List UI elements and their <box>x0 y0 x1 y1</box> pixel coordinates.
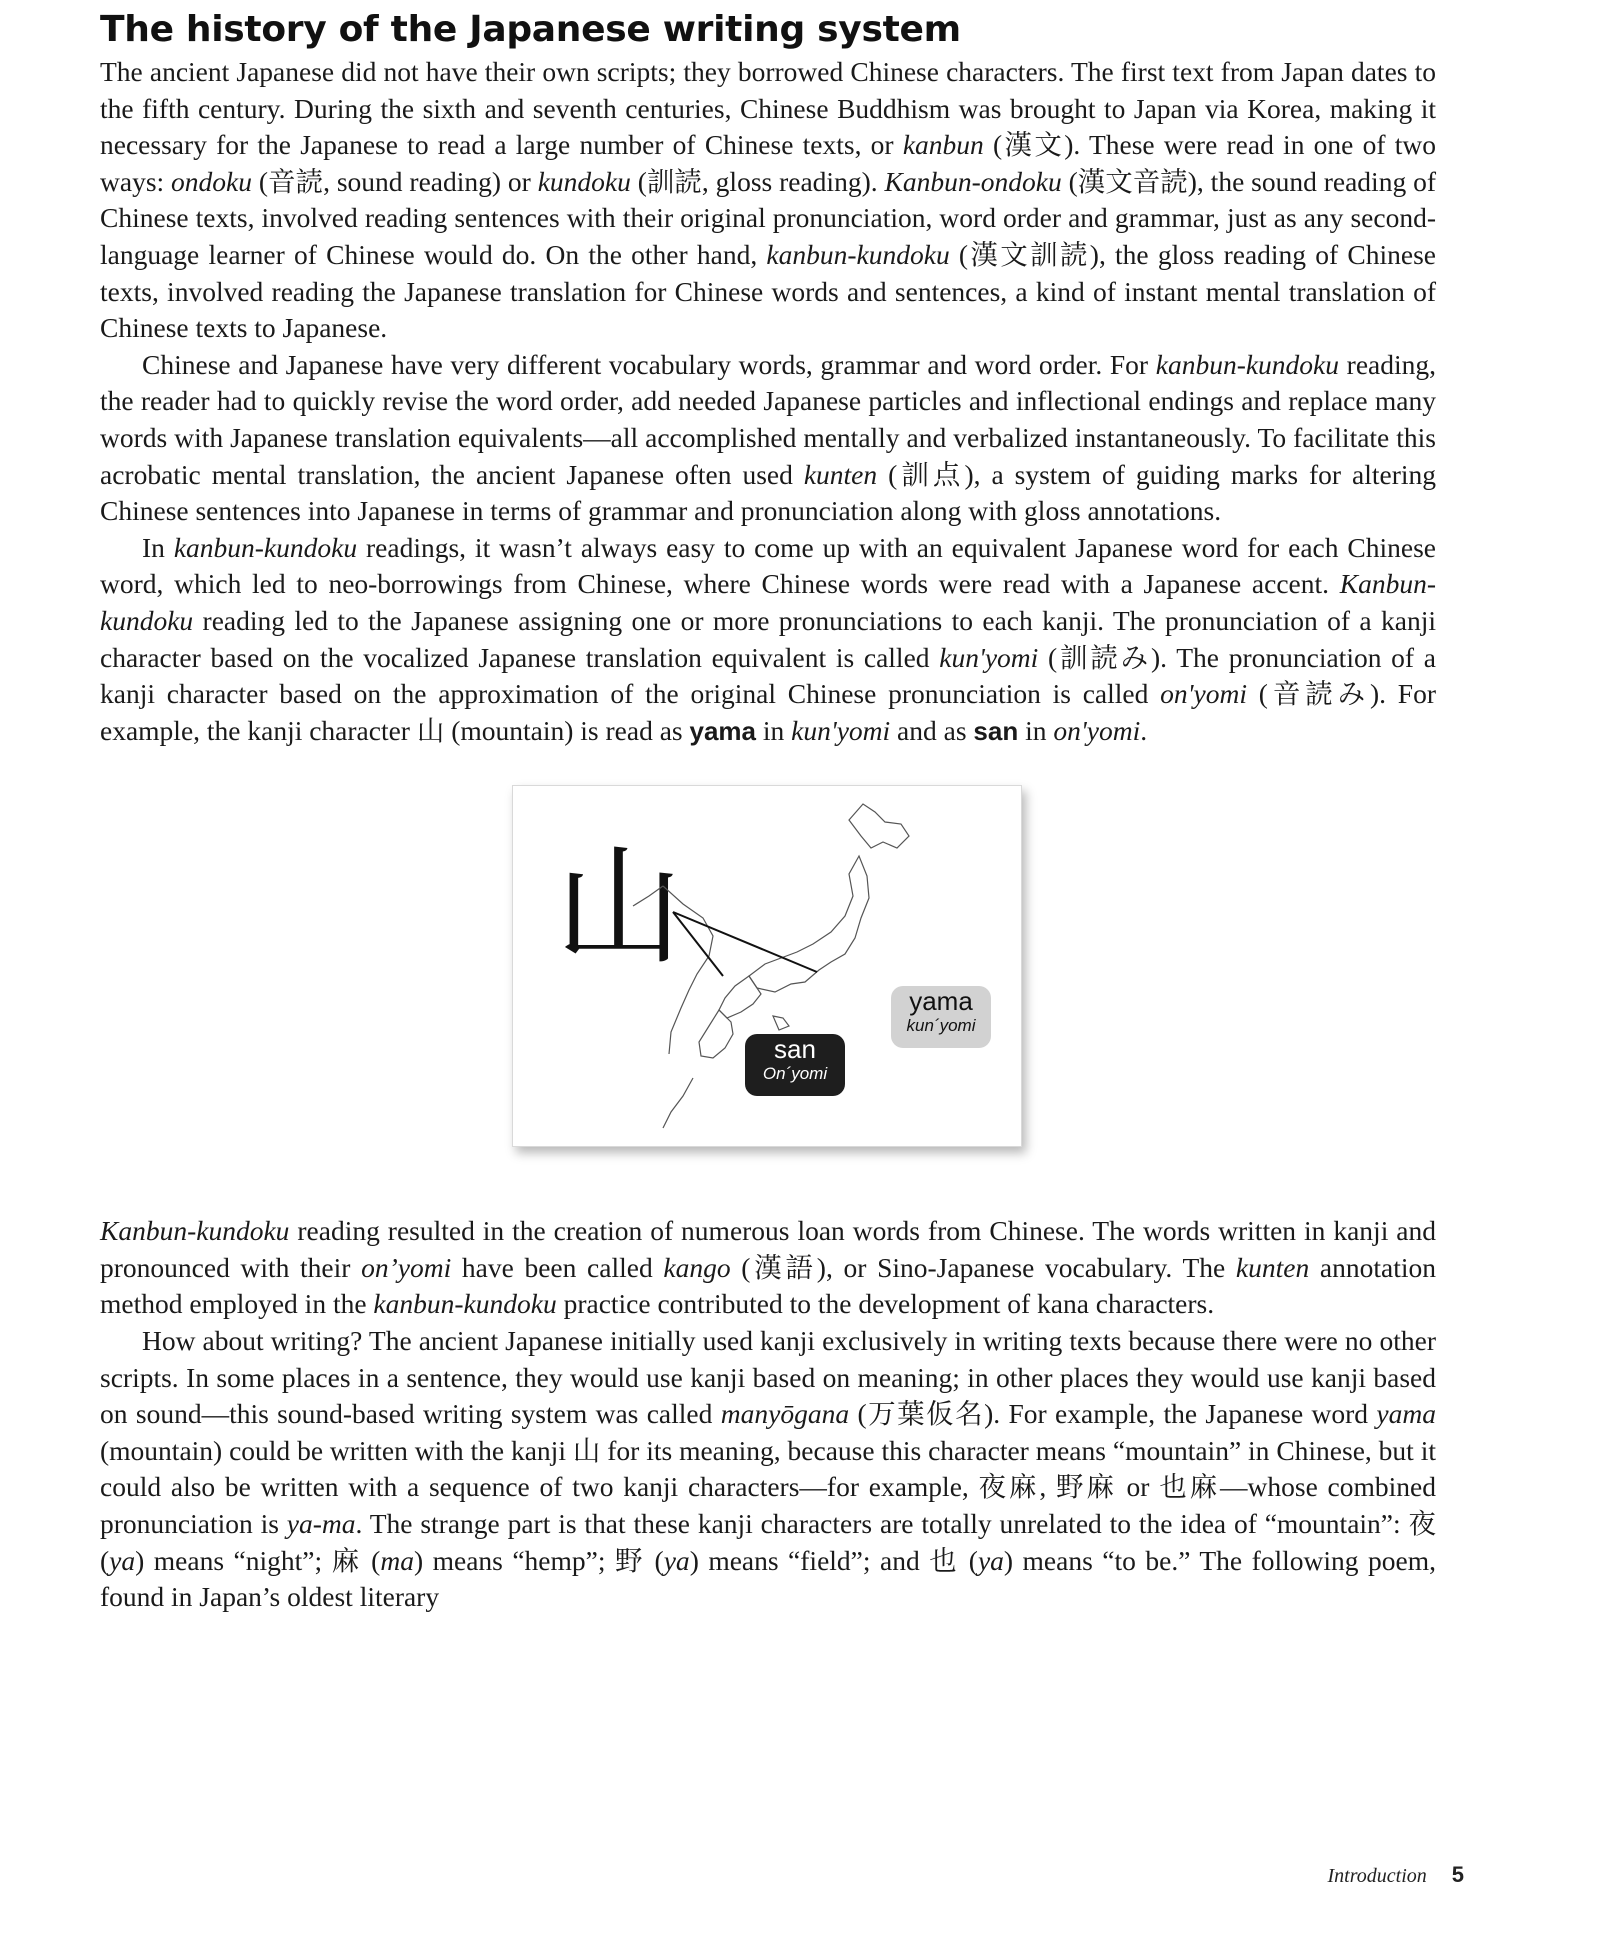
paragraph-kango: Kanbun-kundoku reading resulted in the creation of numerous loan words from Chinese. The words written in kanji and pronounced with their on’yomi have been called kango (漢語), or Sino-Japanese vocabulary. The kunten annotation method employed in the kanbun-kundoku practice contributed to the development of kana characters. <box>100 1215 1436 1320</box>
page <box>100 0 1436 1616</box>
page-number: 5 <box>1451 1862 1464 1887</box>
body-text-bottom <box>100 1213 1436 1616</box>
page-footer <box>1328 1862 1465 1888</box>
paragraph-manyogana: How about writing? The ancient Japanese initially used kanji exclusively in writing texts because there were no other scripts. In some places in a sentence, they would use kanji based on meaning; in other places they would use kanji based on sound—this sound-based writing system was called manyōgana (万葉仮名). For example, the Japanese word yama (mountain) could be written with the kanji 山 for its meaning, because this character means “mountain” in Chinese, but it could also be written with a sequence of two kanji characters—for example, 夜麻, 野麻 or 也麻—whose combined pronunciation is ya-ma. The strange part is that these kanji characters are totally unrelated to the idea of “mountain”: 夜 (ya) means “night”; 麻 (ma) means “hemp”; 野 (ya) means “field”; and 也 (ya) means “to be.” The following poem, found in Japan’s oldest literary <box>100 1325 1437 1613</box>
kunyomi-reading: yama <box>909 986 973 1017</box>
paragraph-kunten: Chinese and Japanese have very different vocabulary words, grammar and word order. For kanbun-kundoku reading, the reader had to quickly revise the word order, add needed Japanese particles and inflectional endings and replace many words with Japanese translation equivalents—all accomplished mentally and verbalized instantaneously. To facilitate this acrobatic mental translation, the ancient Japanese often used kunten (訓点), a system of guiding marks for altering Chinese sentences into Japanese in terms of grammar and pronunciation along with gloss annotations. <box>100 348 1436 527</box>
figure-area <box>100 749 1436 1209</box>
kunyomi-badge <box>891 986 991 1048</box>
onyomi-reading: san <box>774 1034 816 1065</box>
page-title: The history of the Japanese writing system <box>100 9 961 50</box>
kanji-reading-figure <box>512 785 1022 1147</box>
kanji-mountain: 山 <box>555 833 684 983</box>
kunyomi-label: kun´yomi <box>906 1016 976 1036</box>
onyomi-badge <box>745 1034 845 1096</box>
kun-pointer-line <box>673 912 817 972</box>
running-head: Introduction <box>1327 1865 1427 1887</box>
onyomi-label: On´yomi <box>762 1064 828 1084</box>
body-text-top <box>100 54 1436 749</box>
paragraph-kunyomi-onyomi: In kanbun-kundoku readings, it wasn’t always easy to come up with an equivalent Japanese word for each Chinese word, which led to neo-borrowings from Chinese, where Chinese words were read with a Japanese accent. Kanbun-kundoku reading led to the Japanese assigning one or more pronunciations to each kanji. The pronunciation of a kanji character based on the vocalized Japanese translation equivalent is called kun'yomi (訓読み). The pronunciation of a kanji character based on the approximation of the original Chinese pronunciation is called on'yomi (音読み). For example, the kanji character 山 (mountain) is read as yama in kun'yomi and as san in on'yomi. <box>100 531 1436 746</box>
paragraph-kanbun-readings: The ancient Japanese did not have their own scripts; they borrowed Chinese characters. The first text from Japan dates to the fifth century. During the sixth and seventh centuries, Chinese Buddhism was brought to Japan via Korea, making it necessary for the Japanese to read a large number of Chinese texts, or kanbun (漢文). These were read in one of two ways: ondoku (音読, sound reading) or kundoku (訓読, gloss reading). Kanbun-ondoku (漢文音読), the sound reading of Chinese texts, involved reading sentences with their original pronunciation, word order and grammar, just as any second-language learner of Chinese would do. On the other hand, kanbun-kundoku (漢文訓読), the gloss reading of Chinese texts, involved reading the Japanese translation for Chinese words and sentences, a kind of instant mental translation of Chinese texts to Japanese. <box>100 56 1436 344</box>
